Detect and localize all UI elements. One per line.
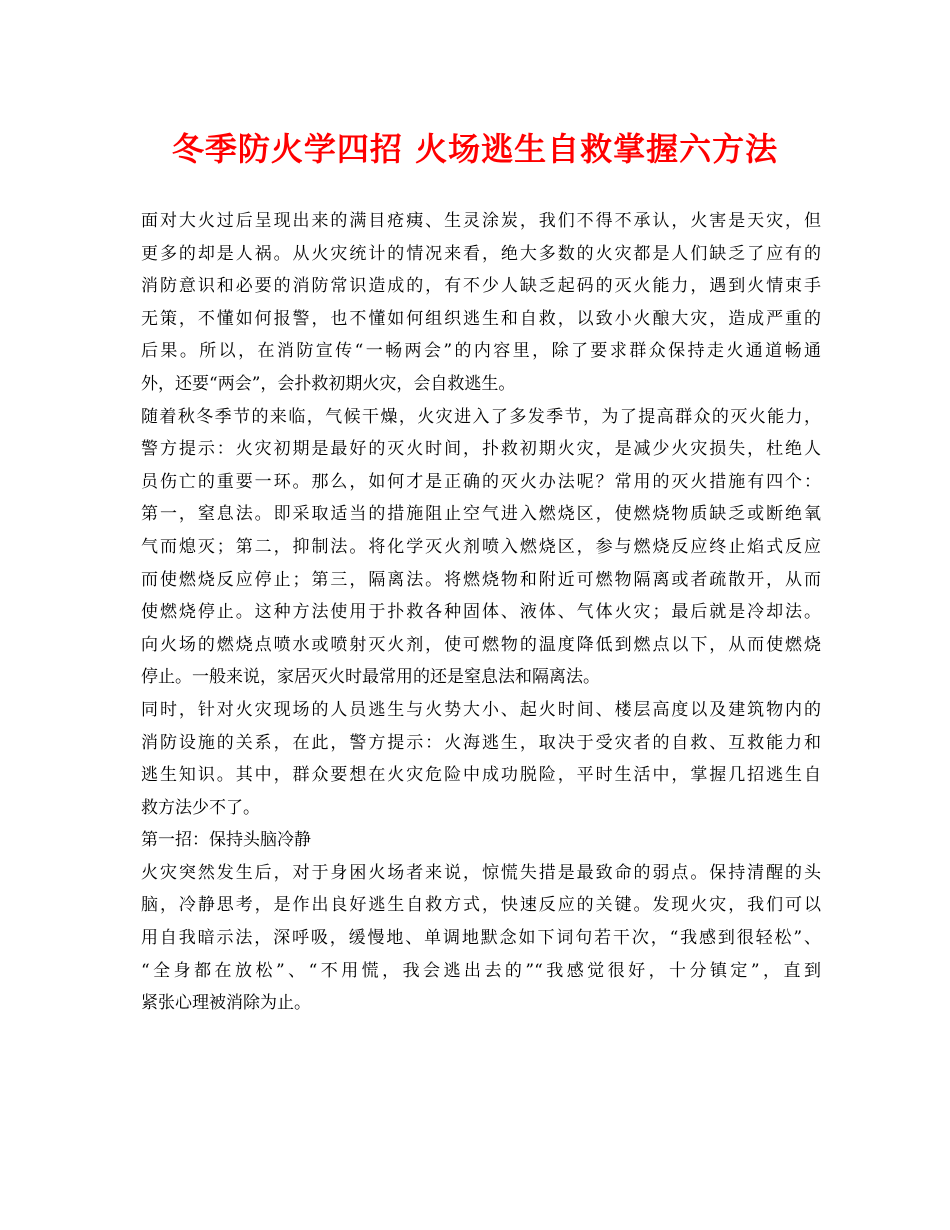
paragraph-line: 而使燃烧反应停止；第三，隔离法。将燃烧物和附近可燃物隔离或者疏散开，从而 <box>141 569 821 590</box>
paragraph-line: 使燃烧停止。这种方法使用于扑救各种固体、液体、气体火灾；最后就是冷却法。 <box>141 602 821 623</box>
paragraph-line: 无策，不懂如何报警，也不懂如何组织逃生和自救，以致小火酿大灾，造成严重的 <box>141 308 821 329</box>
paragraph-line: 向火场的燃烧点喷水或喷射灭火剂，使可燃物的温度降低到燃点以下，从而使燃烧 <box>141 634 821 655</box>
paragraph-line: 消防意识和必要的消防常识造成的，有不少人缺乏起码的灭火能力，遇到火情束手 <box>141 276 821 297</box>
paragraph-line: 用自我暗示法，深呼吸，缓慢地、单调地默念如下词句若干次，“我感到很轻松”、 <box>141 928 821 949</box>
paragraph-line: 随着秋冬季节的来临，气候干燥，火灾进入了多发季节，为了提高群众的灭火能力， <box>141 406 821 427</box>
paragraph-line: 同时，针对火灾现场的人员逃生与火势大小、起火时间、楼层高度以及建筑物内的 <box>141 699 821 720</box>
paragraph-line: 第一招：保持头脑冷静 <box>141 830 311 851</box>
paragraph-line: 逃生知识。其中，群众要想在火灾危险中成功脱险，平时生活中，掌握几招逃生自 <box>141 765 821 786</box>
paragraph-line: 更多的却是人祸。从火灾统计的情况来看，绝大多数的火灾都是人们缺乏了应有的 <box>141 243 821 264</box>
paragraph-line: 救方法少不了。 <box>141 797 260 818</box>
document-body <box>141 205 821 1020</box>
paragraph-line: 气而熄灭；第二，抑制法。将化学灭火剂喷入燃烧区，参与燃烧反应终止焰式反应 <box>141 536 821 557</box>
paragraph-line: 警方提示：火灾初期是最好的灭火时间，扑救初期火灾，是减少火灾损失，杜绝人 <box>141 439 821 460</box>
paragraph-line: 后果。所以，在消防宣传“一畅两会”的内容里，除了要求群众保持走火通道畅通 <box>141 341 821 362</box>
paragraph-line: 外，还要“两会”，会扑救初期火灾，会自救逃生。 <box>141 373 516 394</box>
paragraph-line: 火灾突然发生后，对于身困火场者来说，惊慌失措是最致命的弱点。保持清醒的头 <box>141 862 821 883</box>
paragraph-line: 面对大火过后呈现出来的满目疮痍、生灵涂炭，我们不得不承认，火害是天灾，但 <box>141 211 821 231</box>
paragraph-line: 员伤亡的重要一环。那么，如何才是正确的灭火办法呢？常用的灭火措施有四个： <box>141 471 821 492</box>
paragraph-line: 停止。一般来说，家居灭火时最常用的还是窒息法和隔离法。 <box>141 667 600 688</box>
paragraph-line: 脑，冷静思考，是作出良好逃生自救方式，快速反应的关键。发现火灾，我们可以 <box>141 895 821 916</box>
paragraph-line: 消防设施的关系，在此，警方提示：火海逃生，取决于受灾者的自救、互救能力和 <box>141 732 821 753</box>
paragraph-line: “全身都在放松”、“不用慌，我会逃出去的”“我感觉很好，十分镇定”，直到 <box>141 960 821 981</box>
paragraph-line: 紧张心理被消除为止。 <box>141 993 311 1014</box>
paragraph-line: 第一，窒息法。即采取适当的措施阻止空气进入燃烧区，使燃烧物质缺乏或断绝氧 <box>141 504 821 525</box>
document-title: 冬季防火学四招 火场逃生自救掌握六方法 <box>171 130 779 168</box>
